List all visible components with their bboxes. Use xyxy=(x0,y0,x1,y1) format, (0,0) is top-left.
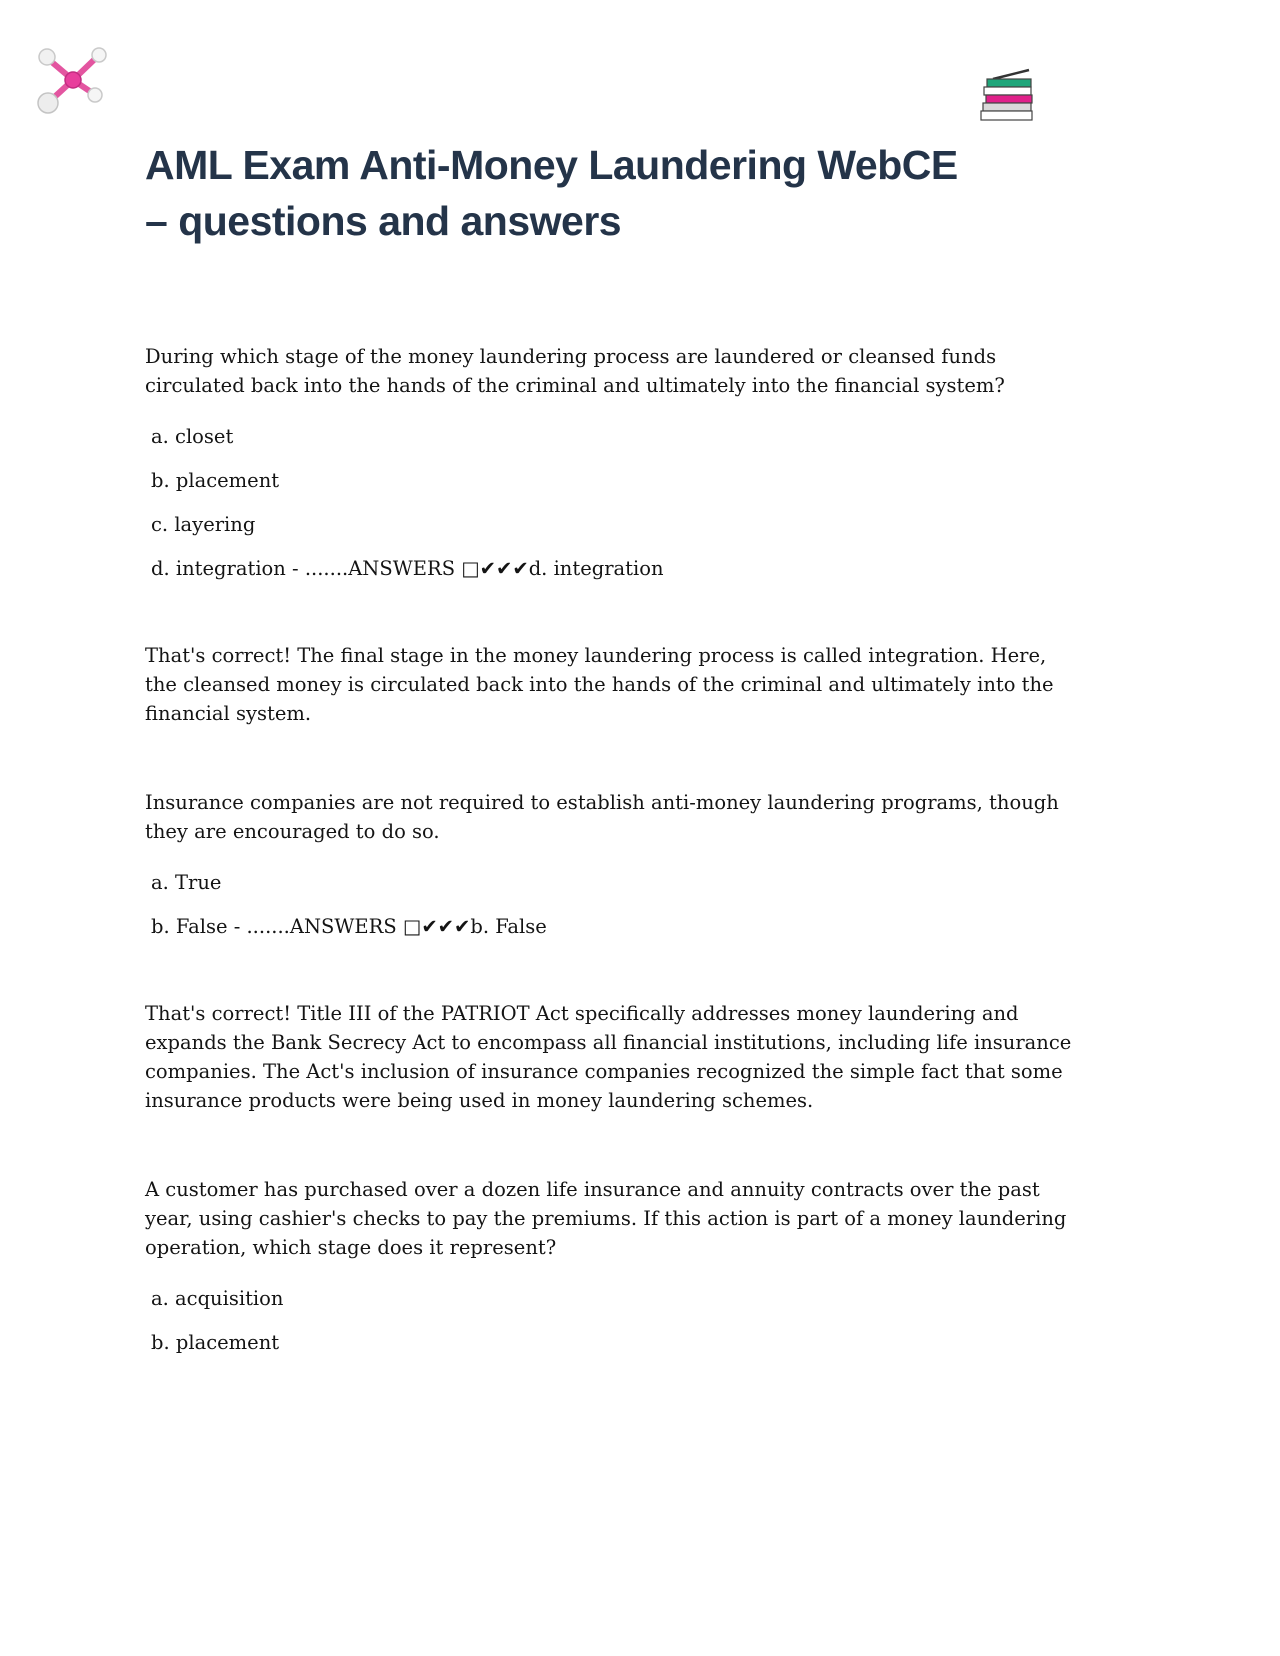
question-3-text: A customer has purchased over a dozen life insurance and annuity contracts over the past year, using cashier's checks to pay the premiums. If this action is part of a money laundering operation, which stage does it represent? xyxy=(145,1177,1067,1259)
books-stack-icon xyxy=(975,66,1041,132)
option-d-answer: d. integration - .......ANSWERS □✔✔✔d. integration xyxy=(151,556,664,580)
books-stack-icon-svg xyxy=(975,66,1041,128)
molecule-icon-svg xyxy=(32,44,114,116)
option-b: b. placement xyxy=(151,1330,280,1354)
option-a: a. True xyxy=(151,870,222,894)
explanation-2-text: That's correct! Title III of the PATRIOT Act specifically addresses money laundering and expands the Bank Secrecy Act to encompass all financial institutions, including life insurance companies. The Act's inclusion of insurance companies recognized the simple fact that some insurance products were being used in money laundering schemes. xyxy=(145,1001,1072,1112)
question-3-options xyxy=(145,1284,1075,1357)
molecule-icon xyxy=(32,44,114,120)
question-2-text: Insurance companies are not required to establish anti-money laundering programs, though they are encouraged to do so. xyxy=(145,790,1059,843)
document-content xyxy=(145,138,1075,1372)
question-1-text: During which stage of the money laundering process are laundered or cleansed funds circulated back into the hands of the criminal and ultimately into the financial system? xyxy=(145,344,1005,397)
page-title: AML Exam Anti-Money Laundering WebCE – questions and answers xyxy=(145,142,958,244)
explanation-1-text: That's correct! The final stage in the money laundering process is called integration. Here, the cleansed money is circulated back into the hands of the criminal and ultimately into the financial system. xyxy=(145,643,1054,725)
option-b: b. placement xyxy=(151,468,280,492)
question-2-options xyxy=(145,868,1075,941)
option-b-answer: b. False - .......ANSWERS □✔✔✔b. False xyxy=(151,914,547,938)
option-a: a. closet xyxy=(151,424,234,448)
option-a: a. acquisition xyxy=(151,1286,284,1310)
option-c: c. layering xyxy=(151,512,256,536)
question-1-options xyxy=(145,422,1075,583)
